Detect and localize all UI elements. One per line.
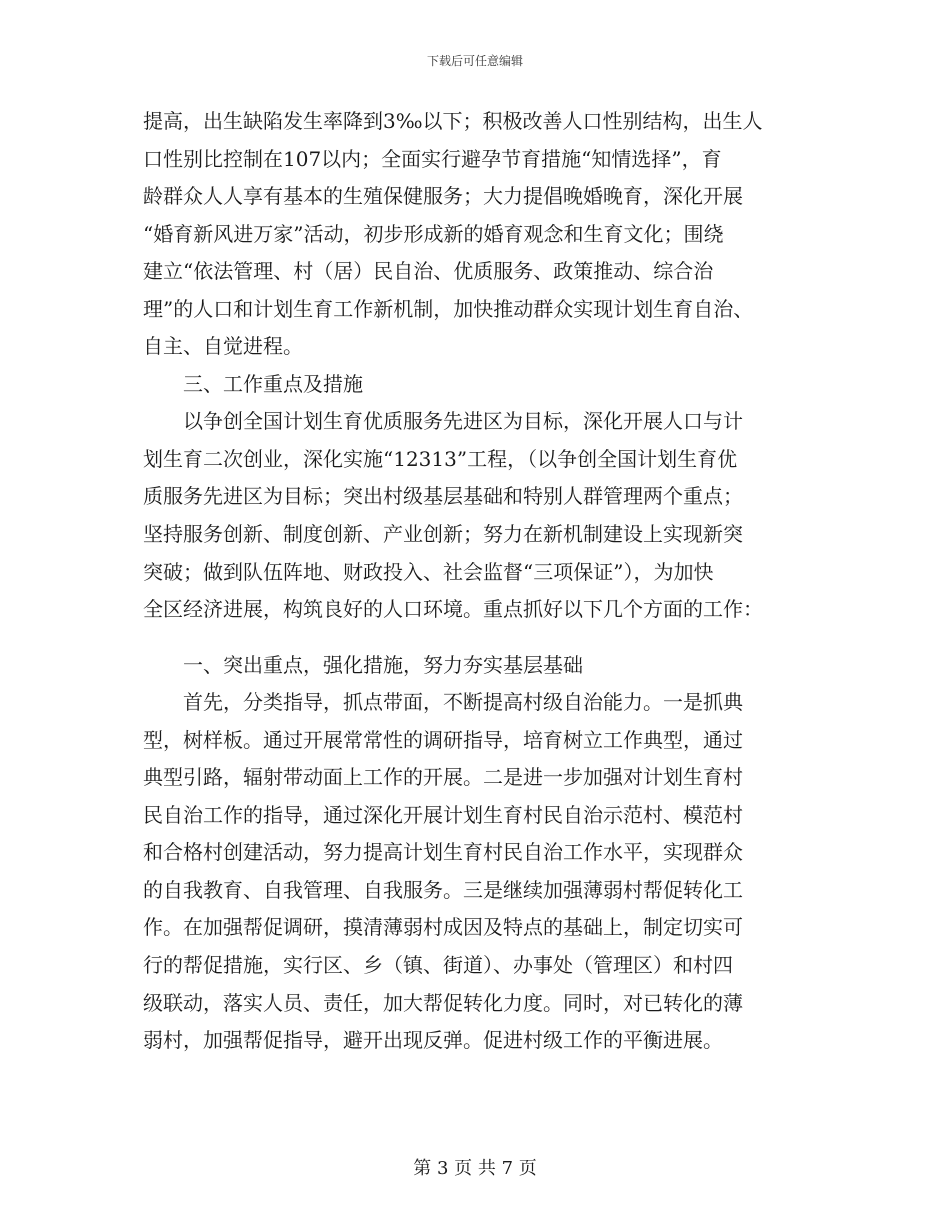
paragraph-spacer xyxy=(143,637,815,655)
text-line: 作。在加强帮促调研，摸清薄弱村成因及特点的基础上，制定切实可 xyxy=(143,915,743,940)
text-line: 行的帮促措施，实行区、乡（镇、街道）、办事处（管理区）和村四 xyxy=(143,953,733,978)
text-line: “婚育新风进万家”活动，初步形成新的婚育观念和生育文化；围绕 xyxy=(143,221,724,246)
text-line: 自主、自觉进程。 xyxy=(143,334,303,359)
text-line: 建立“依法管理、村（居）民自治、优质服务、政策推动、综合治 xyxy=(143,259,714,284)
subsection-heading: 一、突出重点，强化措施，努力夯实基层基础 xyxy=(143,652,583,677)
document-body xyxy=(143,111,815,1068)
text-line: 首先，分类指导，抓点带面，不断提高村级自治能力。一是抓典 xyxy=(143,690,743,715)
text-line: 突破；做到队伍阵地、财政投入、社会监督“三项保证”），为加快 xyxy=(143,559,714,584)
page-number: 第 3 页 共 7 页 xyxy=(413,1158,537,1179)
text-line: 级联动，落实人员、责任，加大帮促转化力度。同时，对已转化的薄 xyxy=(143,990,743,1015)
text-line: 典型引路，辐射带动面上工作的开展。二是进一步加强对计划生育村 xyxy=(143,765,743,790)
text-line: 坚持服务创新、制度创新、产业创新；努力在新机制建设上实现新突 xyxy=(143,522,743,547)
text-line: 弱村，加强帮促指导，避开出现反弹。促进村级工作的平衡进展。 xyxy=(143,1028,723,1053)
text-line: 的自我教育、自我管理、自我服务。三是继续加强薄弱村帮促转化工 xyxy=(143,877,743,902)
text-line: 划生育二次创业，深化实施“12313”工程，（以争创全国计划生育优 xyxy=(143,446,738,471)
text-line: 全区经济进展，构筑良好的人口环境。重点抓好以下几个方面的工作： xyxy=(143,597,763,622)
text-line: 质服务先进区为目标；突出村级基层基础和特别人群管理两个重点； xyxy=(143,484,743,509)
text-line: 民自治工作的指导，通过深化开展计划生育村民自治示范村、模范村 xyxy=(143,802,743,827)
text-line: 提高，出生缺陷发生率降到3‰以下；积极改善人口性别结构，出生人 xyxy=(143,109,763,133)
text-line: 型，树样板。通过开展常常性的调研指导，培育树立工作典型，通过 xyxy=(143,727,743,752)
section-heading: 三、工作重点及措施 xyxy=(143,371,363,396)
text-line: 理”的人口和计划生育工作新机制，加快推动群众实现计划生育自治、 xyxy=(143,296,754,321)
text-line: 和合格村创建活动，努力提高计划生育村民自治工作水平，实现群众 xyxy=(143,840,743,865)
page-header-note: 下载后可任意编辑 xyxy=(426,54,523,68)
text-line: 以争创全国计划生育优质服务先进区为目标，深化开展人口与计 xyxy=(143,409,743,434)
text-line: 口性别比控制在107以内；全面实行避孕节育措施“知情选择”，育 xyxy=(143,146,722,171)
text-line: 龄群众人人享有基本的生殖保健服务；大力提倡晚婚晚育，深化开展 xyxy=(143,184,743,209)
